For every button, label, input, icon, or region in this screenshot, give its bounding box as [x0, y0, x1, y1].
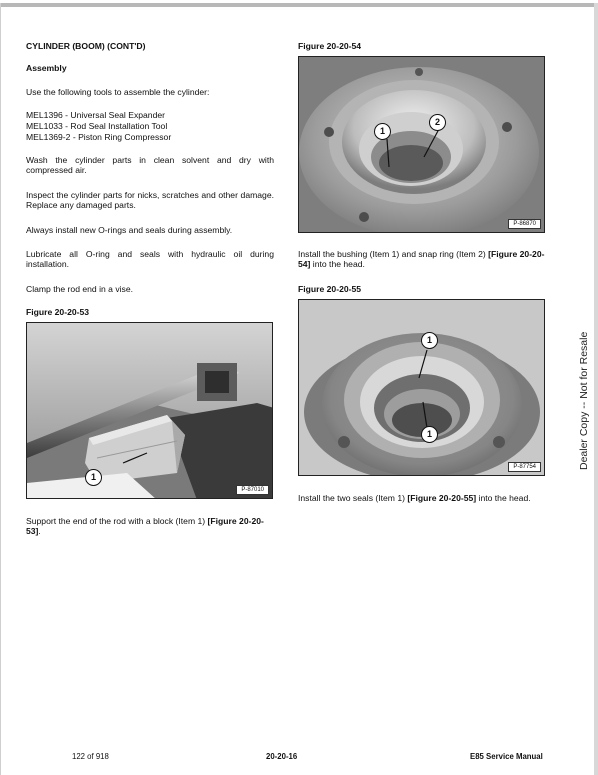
tool-item: MEL1369-2 - Piston Ring Compressor [26, 132, 172, 142]
tool-item: MEL1033 - Rod Seal Installation Tool [26, 121, 168, 131]
caption-end: . [38, 526, 41, 537]
callout-item-1: 1 [374, 123, 391, 140]
caption-text: Install the two seals (Item 1) [298, 493, 408, 503]
photo-id: P-87010 [236, 485, 269, 495]
figure-20-20-54-title: Figure 20-20-54 [298, 41, 362, 51]
caption-figure-20-20-55 [298, 493, 546, 503]
caption-text: Install the bushing (Item 1) and snap ring (Item 2) [298, 249, 489, 259]
intro-text: Use the following tools to assemble the cylinder: [26, 87, 210, 97]
rod-support-illustration [27, 323, 273, 499]
figure-20-20-53-title: Figure 20-20-53 [26, 307, 90, 317]
caption-figure-20-20-53 [26, 516, 274, 537]
photo-id: P-86870 [508, 219, 541, 229]
tool-item: MEL1396 - Universal Seal Expander [26, 110, 166, 120]
caption-text: Support the end of the rod with a block (Item 1) [26, 516, 208, 526]
caption-end: into the head. [310, 259, 365, 270]
photo-id: P-87754 [508, 462, 541, 472]
paragraph-inspect: Inspect the cylinder parts for nicks, scratches and other damage. Replace any damaged parts. [26, 190, 274, 211]
figure-reference: [Figure 20-20-55] [407, 493, 477, 503]
figure-20-20-55-photo [298, 299, 545, 476]
paragraph-clamp: Clamp the rod end in a vise. [26, 284, 134, 294]
paragraph-always: Always install new O-rings and seals during assembly. [26, 225, 233, 235]
caption-end: into the head. [476, 493, 531, 503]
section-title: CYLINDER (BOOM) (CONT'D) [26, 41, 146, 51]
figure-20-20-53-photo [26, 322, 273, 499]
figure-20-20-55-title: Figure 20-20-55 [298, 284, 362, 294]
callout-item-1: 1 [421, 426, 438, 443]
left-edge-rule [0, 3, 1, 775]
callout-item-1: 1 [421, 332, 438, 349]
footer-page-number: 20-20-16 [266, 752, 298, 761]
figure-20-20-54-photo [298, 56, 545, 233]
caption-figure-20-20-54 [298, 249, 546, 270]
paragraph-wash: Wash the cylinder parts in clean solvent and dry with compressed air. [26, 155, 274, 176]
footer-manual-title: E85 Service Manual [470, 752, 543, 761]
head-seals-illustration [299, 300, 545, 476]
head-bushing-illustration [299, 57, 545, 233]
callout-item-1: 1 [85, 469, 102, 486]
subheading-assembly: Assembly [26, 63, 67, 73]
footer-page-count: 122 of 918 [72, 752, 109, 761]
callout-item-2: 2 [429, 114, 446, 131]
right-edge-rule [594, 3, 598, 775]
top-rule [0, 3, 598, 7]
figure-reference: [Figure 20-20-54] [298, 249, 545, 270]
paragraph-lubricate: Lubricate all O-ring and seals with hydraulic oil during installation. [26, 249, 274, 270]
side-watermark: Dealer Copy -- Not for Resale [578, 331, 590, 470]
figure-reference: [Figure 20-20-53] [26, 516, 264, 537]
